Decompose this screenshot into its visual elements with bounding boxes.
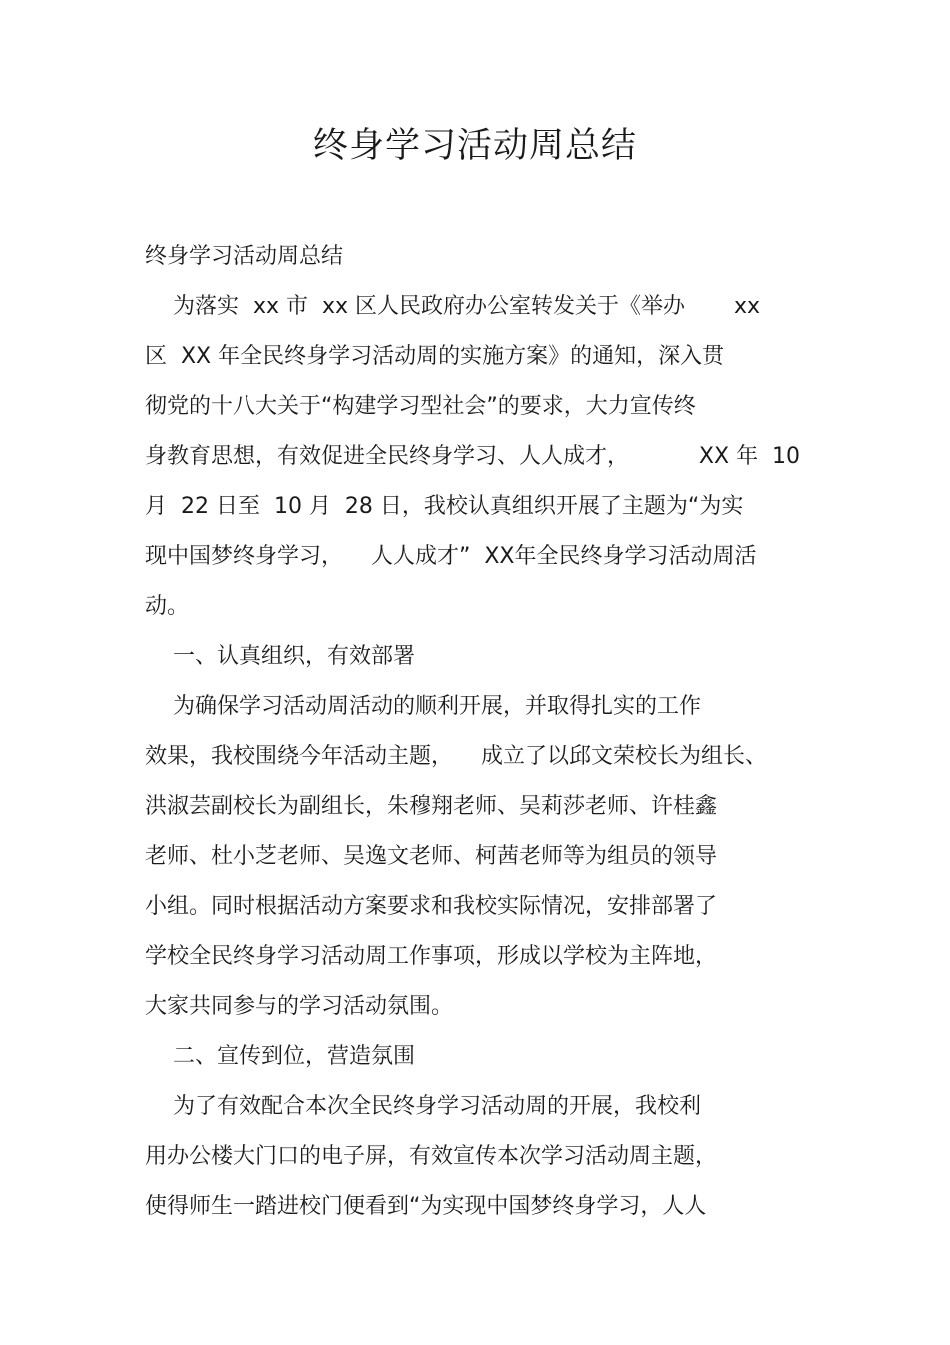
body-line: 身教育思想，有效促进全民终身学习、人人成才， XX 年 10 <box>145 444 801 469</box>
body-line: 现中国梦终身学习， 人人成才” XX年全民终身学习活动周活 <box>145 544 757 569</box>
body-line: 洪淑芸副校长为副组长，朱穆翔老师、吴莉莎老师、许桂鑫 <box>145 794 718 819</box>
body-line: 老师、杜小芝老师、吴逸文老师、柯茜老师等为组员的领导 <box>145 844 718 869</box>
section-heading: 二、宣传到位，营造氛围 <box>145 1044 415 1069</box>
body-line: 小组。同时根据活动方案要求和我校实际情况，安排部署了 <box>145 894 718 919</box>
body-line: 为落实 xx 市 xx 区人民政府办公室转发关于《举办 xx <box>145 294 761 319</box>
body-line: 区 XX 年全民终身学习活动周的实施方案》的通知，深入贯 <box>145 344 725 369</box>
body-line: 效果，我校围绕今年活动主题， 成立了以邱文荣校长为组长、 <box>145 744 767 769</box>
body-line: 用办公楼大门口的电子屏，有效宣传本次学习活动周主题， <box>145 1144 718 1169</box>
body-line: 月 22 日至 10 月 28 日，我校认真组织开展了主题为“为实 <box>145 494 744 519</box>
body-line: 使得师生一踏进校门便看到“为实现中国梦终身学习，人人 <box>145 1194 707 1219</box>
document-title: 终身学习活动周总结 <box>312 126 637 166</box>
section-heading: 一、认真组织，有效部署 <box>145 644 415 669</box>
body-line: 动。 <box>145 594 190 619</box>
body-line: 学校全民终身学习活动周工作事项，形成以学校为主阵地， <box>145 944 718 969</box>
body-line: 为了有效配合本次全民终身学习活动周的开展，我校利 <box>145 1094 701 1119</box>
subtitle-line: 终身学习活动周总结 <box>145 244 344 269</box>
body-line: 为确保学习活动周活动的顺利开展，并取得扎实的工作 <box>145 694 701 719</box>
body-line: 大家共同参与的学习活动氛围。 <box>145 994 454 1019</box>
body-line: 彻党的十八大关于“构建学习型社会”的要求，大力宣传终 <box>145 394 696 419</box>
